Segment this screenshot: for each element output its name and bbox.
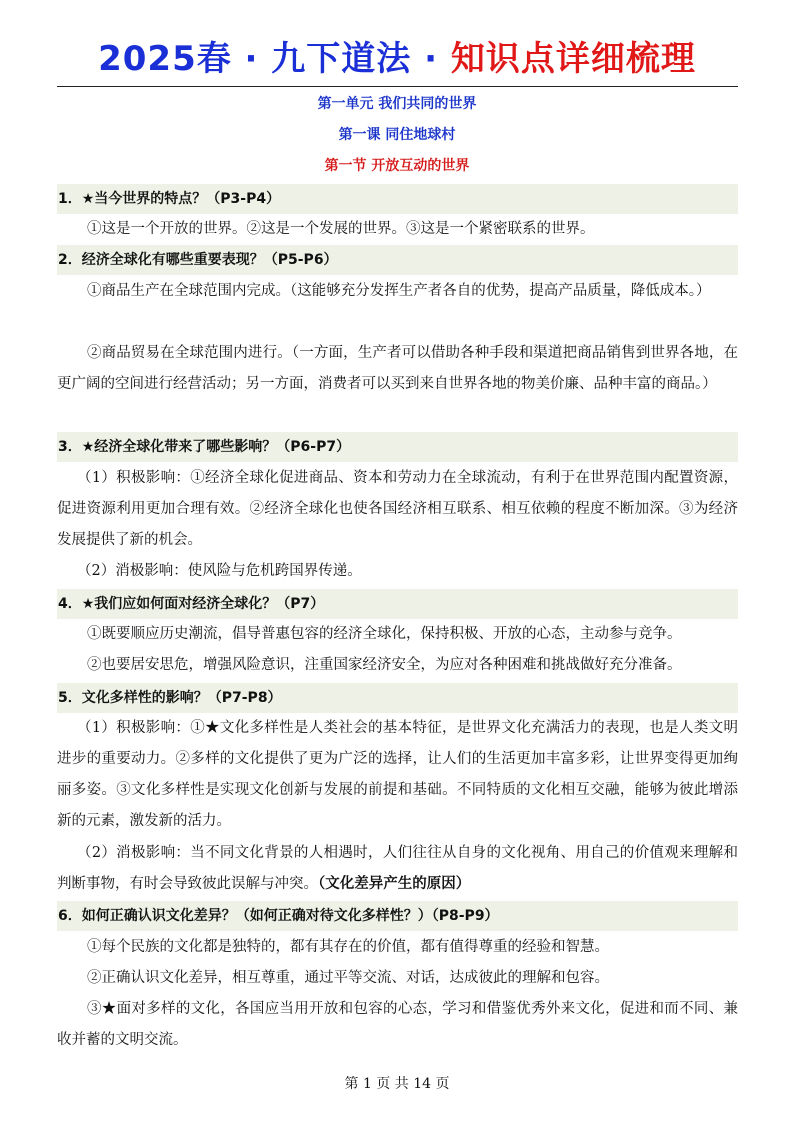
answer-4-item-2: ②也要居安思危，增强风险意识，注重国家经济安全，为应对各种困难和挑战做好充分准备。 xyxy=(87,657,682,673)
answer-1: ①这是一个开放的世界。②这是一个发展的世界。③这是一个紧密联系的世界。 xyxy=(87,221,595,237)
answer-6-item-2: ②正确认识文化差异，相互尊重，通过平等交流、对话，达成彼此的理解和包容。 xyxy=(87,970,609,986)
page-title xyxy=(0,36,794,82)
title-part-1: 2025春 · 九下道法 · xyxy=(98,39,451,79)
answer-4-item-1: ①既要顺应历史潮流，倡导普惠包容的经济全球化，保持积极、开放的心态，主动参与竞争。 xyxy=(87,626,682,642)
section-heading: 第一节 开放互动的世界 xyxy=(324,158,470,174)
title-divider xyxy=(57,86,738,87)
answer-5-negative xyxy=(57,838,738,900)
question-6: 6．如何正确认识文化差异？（如何正确对待文化多样性？）（P8-P9） xyxy=(57,901,738,931)
unit-heading: 第一单元 我们共同的世界 xyxy=(317,96,477,112)
answer-6-item-3: ③★面对多样的文化，各国应当用开放和包容的心态，学习和借鉴优秀外来文化，促进和而不同、兼收并蓄的文明交流。 xyxy=(57,1001,738,1048)
answer-6-item-1: ①每个民族的文化都是独特的，都有其存在的价值，都有值得尊重的经验和智慧。 xyxy=(87,939,609,955)
answer-2-item-2: ②商品贸易在全球范围内进行。（一方面，生产者可以借助各种手段和渠道把商品销售到世界各地，在更广阔的空间进行经营活动；另一方面，消费者可以买到来自世界各地的物美价廉、品种丰富的商品。） xyxy=(57,345,738,392)
question-3: 3．★经济全球化带来了哪些影响？（P6-P7） xyxy=(57,432,738,462)
question-1: 1．★当今世界的特点？（P3-P4） xyxy=(57,184,738,214)
question-5: 5．文化多样性的影响？（P7-P8） xyxy=(57,683,738,713)
answer-2-item-1: ①商品生产在全球范围内完成。（这能够充分发挥生产者各自的优势，提高产品质量，降低成本。） xyxy=(87,283,711,299)
answer-5-negative-text: （2）消极影响：当不同文化背景的人相遇时，人们往往从自身的文化视角、用自己的价值观来理解和判断事物，有时会导致彼此误解与冲突。 xyxy=(57,845,738,892)
page-footer: 第 1 页 共 14 页 xyxy=(344,1076,450,1092)
answer-5-negative-note: （文化差异产生的原因） xyxy=(318,876,471,892)
title-part-2: 知识点详细梳理 xyxy=(450,39,696,79)
answer-3-negative: （2）消极影响：使风险与危机跨国界传递。 xyxy=(77,563,362,579)
question-2: 2．经济全球化有哪些重要表现？（P5-P6） xyxy=(57,245,738,275)
answer-5-positive: （1）积极影响：①★文化多样性是人类社会的基本特征，是世界文化充满活力的表现，也是人类文明进步的重要动力。②多样的文化提供了更为广泛的选择，让人们的生活更加丰富多彩，让世界变得更加绚丽多姿。③文化多样性是实现文化创新与发展的前提和基础。不同特质的文化相互交融，能够为彼此增添新的元素，激发新的活力。 xyxy=(57,720,738,829)
lesson-heading: 第一课 同住地球村 xyxy=(338,127,456,143)
question-4: 4．★我们应如何面对经济全球化？（P7） xyxy=(57,589,738,619)
answer-3-positive: （1）积极影响：①经济全球化促进商品、资本和劳动力在全球流动，有利于在世界范围内配置资源，促进资源利用更加合理有效。②经济全球化也使各国经济相互联系、相互依赖的程度不断加深。③为经济发展提供了新的机会。 xyxy=(57,470,738,548)
